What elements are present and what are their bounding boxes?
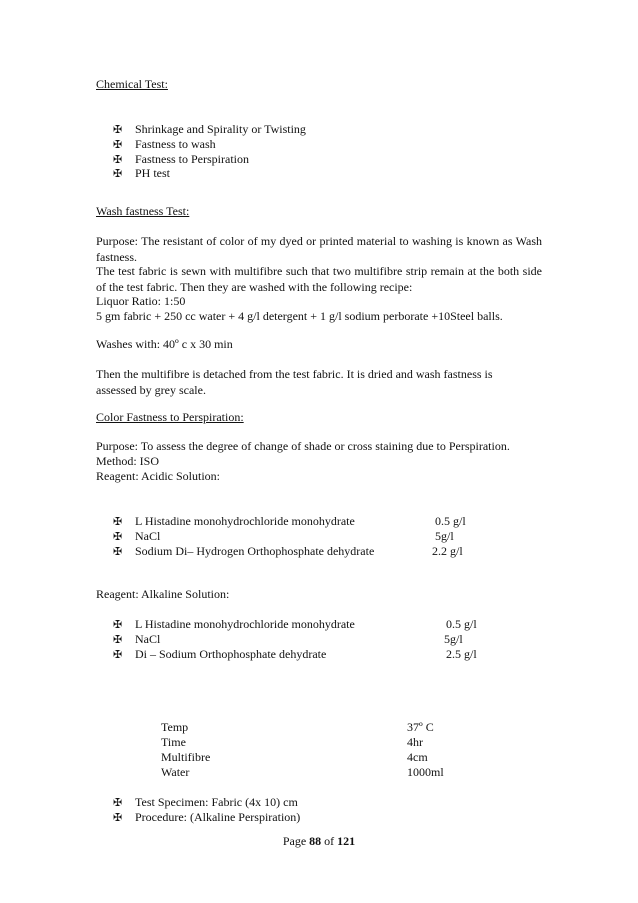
- condition-label: Temp: [161, 720, 189, 734]
- heading-wash-fastness: Wash fastness Test:: [96, 204, 190, 218]
- list-item: ✠ Test Specimen: Fabric (4x 10) cm: [113, 795, 298, 809]
- alkaline-value: 2.5 g/l: [446, 647, 477, 661]
- reagent-acidic-label: Reagent: Acidic Solution:: [96, 469, 220, 483]
- bullet-icon: ✠: [113, 648, 123, 661]
- bullet-icon: ✠: [113, 153, 123, 166]
- heading-chemical-test: Chemical Test:: [96, 77, 168, 91]
- perspiration-method: Method: ISO: [96, 454, 159, 468]
- list-item: ✠ Fastness to Perspiration: [113, 152, 249, 166]
- bullet-icon: ✠: [113, 633, 123, 646]
- bullet-icon: ✠: [113, 796, 123, 809]
- page-footer: Page 88 of 121: [282, 834, 356, 848]
- total-pages: 121: [337, 834, 356, 848]
- list-item: ✠ Procedure: (Alkaline Perspiration): [113, 810, 301, 824]
- perspiration-purpose: Purpose: To assess the degree of change of shade or cross staining due to Perspiration.: [96, 439, 510, 453]
- condition-value: 4hr: [407, 735, 423, 749]
- alkaline-value: 0.5 g/l: [446, 617, 477, 631]
- bullet-icon: ✠: [113, 123, 123, 136]
- washes-with: Washes with: 40º c x 30 min: [96, 337, 233, 351]
- list-item: ✠ NaCl: [113, 632, 161, 646]
- list-item: ✠ NaCl: [113, 529, 161, 543]
- condition-value: 37º C: [407, 720, 434, 734]
- wash-purpose: Purpose: The resistant of color of my dyed or printed material to washing is known as Wash fastness.: [96, 234, 542, 264]
- alkaline-value: 5g/l: [444, 632, 463, 646]
- bullet-icon: ✠: [113, 618, 123, 631]
- condition-value: 1000ml: [407, 765, 444, 779]
- list-item: ✠ PH test: [113, 166, 171, 180]
- condition-label: Multifibre: [161, 750, 211, 764]
- list-item: ✠ L Histadine monohydrochloride monohydrate: [113, 514, 355, 528]
- bullet-icon: ✠: [113, 530, 123, 543]
- list-item: ✠ Fastness to wash: [113, 137, 216, 151]
- list-item: ✠ Di – Sodium Orthophosphate dehydrate: [113, 647, 327, 661]
- bullet-icon: ✠: [113, 138, 123, 151]
- current-page-number: 88: [309, 834, 322, 848]
- heading-color-fastness: Color Fastness to Perspiration:: [96, 410, 244, 424]
- list-item: ✠ L Histadine monohydrochloride monohydrate: [113, 617, 355, 631]
- acidic-value: 0.5 g/l: [435, 514, 466, 528]
- wash-result: Then the multifibre is detached from the test fabric. It is dried and wash fastness is assessed by grey scale.: [96, 367, 493, 397]
- acidic-value: 5g/l: [435, 529, 454, 543]
- reagent-alkaline-label: Reagent: Alkaline Solution:: [96, 587, 230, 601]
- condition-label: Water: [161, 765, 190, 779]
- list-item: ✠ Shrinkage and Spirality or Twisting: [113, 122, 306, 136]
- list-item: ✠ Sodium Di– Hydrogen Orthophosphate dehydrate: [113, 544, 375, 558]
- wash-recipe: 5 gm fabric + 250 cc water + 4 g/l detergent + 1 g/l sodium perborate +10Steel balls.: [96, 309, 503, 323]
- bullet-icon: ✠: [113, 515, 123, 528]
- wash-method-text: The test fabric is sewn with multifibre such that two multifibre strip remain at the both side of the test fabric. Then they are washed with the following recipe:: [96, 264, 542, 294]
- bullet-icon: ✠: [113, 167, 123, 180]
- bullet-icon: ✠: [113, 811, 123, 824]
- condition-label: Time: [161, 735, 186, 749]
- acidic-value: 2.2 g/l: [432, 544, 463, 558]
- condition-value: 4cm: [407, 750, 428, 764]
- bullet-icon: ✠: [113, 545, 123, 558]
- liquor-ratio: Liquor Ratio: 1:50: [96, 294, 186, 308]
